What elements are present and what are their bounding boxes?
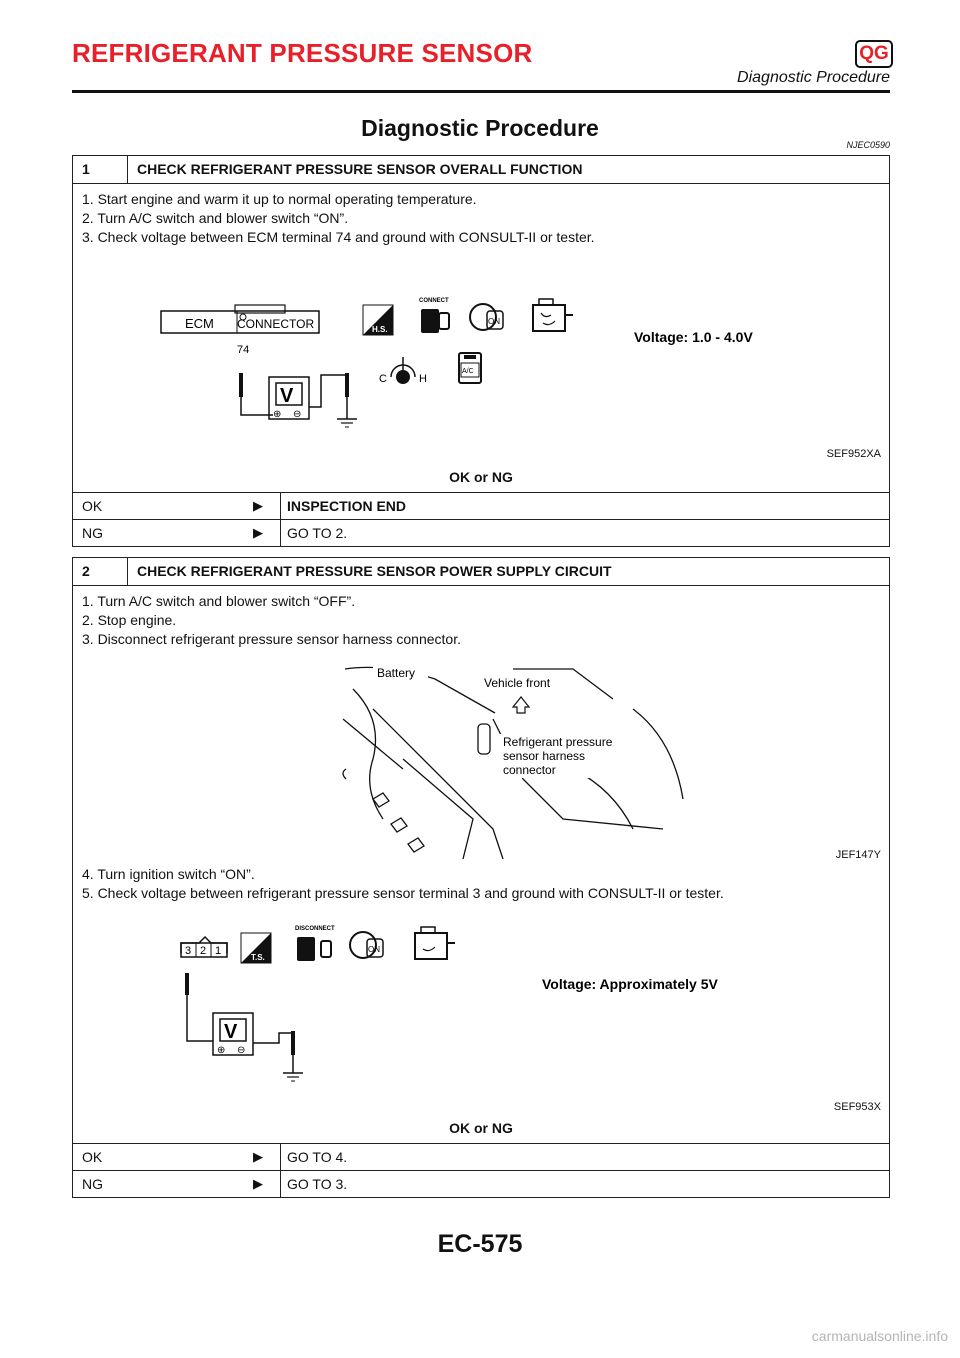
dial-h-label: H <box>419 373 427 385</box>
step-2-title: CHECK REFRIGERANT PRESSURE SENSOR POWER SUPPLY CIRCUIT <box>137 563 612 579</box>
header-badge: QG <box>855 40 893 68</box>
disconnect-icon <box>295 926 335 961</box>
connector-label: CONNECTOR <box>237 317 315 331</box>
step-2-figure <box>73 903 889 1114</box>
engine-icon <box>533 299 573 331</box>
result-row <box>73 492 889 519</box>
header-rule <box>72 90 890 93</box>
key-on-label: ON <box>488 317 500 326</box>
result-action: GO TO 2. <box>280 520 347 546</box>
step-1-line: 2. Turn A/C switch and blower switch “ON”. <box>82 210 349 226</box>
minus-icon: ⊖ <box>237 1045 246 1056</box>
step-1-figure <box>73 247 889 463</box>
temperature-dial-icon <box>379 357 427 385</box>
step-2-instructions <box>73 586 889 649</box>
step-2-instructions-continued <box>73 859 889 903</box>
connect-label: CONNECT <box>419 298 449 304</box>
arrow-right-icon: ▶ <box>253 1176 263 1191</box>
step-2-line: 3. Disconnect refrigerant pressure sensor harness connector. <box>82 631 461 647</box>
key-icon <box>350 932 383 958</box>
ac-switch-icon <box>459 353 481 383</box>
result-row <box>73 1170 889 1197</box>
section-code: NJEC0590 <box>846 140 890 150</box>
step-2-number: 2 <box>73 558 128 585</box>
sensor-label-line3: connector <box>503 763 556 777</box>
key-icon <box>470 304 503 330</box>
step-1-header <box>73 156 889 184</box>
figure-code: SEF953X <box>833 1101 881 1113</box>
sensor-label-line1: Refrigerant pressure <box>503 735 613 749</box>
figure-code: SEF952XA <box>826 448 881 460</box>
ts-label: T.S. <box>251 953 265 962</box>
arrow-right-icon: ▶ <box>253 1149 263 1164</box>
step-1-number: 1 <box>73 156 128 183</box>
watermark: carmanualsonline.info <box>811 1328 948 1344</box>
result-action: INSPECTION END <box>280 493 406 519</box>
result-action: GO TO 4. <box>280 1144 347 1170</box>
step-1-line: 3. Check voltage between ECM terminal 74 and ground with CONSULT-II or tester. <box>82 229 595 245</box>
dial-c-label: C <box>379 373 387 385</box>
section-title: Diagnostic Procedure <box>361 115 599 141</box>
sensor-voltage-diagram <box>73 903 889 1114</box>
meter-v-label: V <box>224 1021 238 1043</box>
ac-label: A/C <box>462 368 474 375</box>
front-arrow-icon <box>513 697 529 713</box>
step-1-box <box>72 155 890 547</box>
arrow-right-icon: ▶ <box>253 525 263 540</box>
step-2-line: 4. Turn ignition switch “ON”. <box>82 866 255 882</box>
voltage-spec: Voltage: 1.0 - 4.0V <box>634 329 753 345</box>
result-row <box>73 519 889 546</box>
step-1-instructions <box>73 184 889 247</box>
battery-label: Battery <box>377 666 416 680</box>
key-on-label: ON <box>368 945 380 954</box>
result-label: NG <box>82 1176 103 1192</box>
result-action: GO TO 3. <box>280 1171 347 1197</box>
result-row <box>73 1143 889 1170</box>
ecm-label: ECM <box>185 316 214 331</box>
step-1-line: 1. Start engine and warm it up to normal operating temperature. <box>82 191 477 207</box>
step-2-line: 5. Check voltage between refrigerant pressure sensor terminal 3 and ground with CONSULT-II or tester. <box>82 885 724 901</box>
photo-code: JEF147Y <box>835 849 881 861</box>
disconnect-label: DISCONNECT <box>295 926 335 932</box>
hs-icon <box>363 305 393 335</box>
voltage-spec: Voltage: Approximately 5V <box>542 976 718 992</box>
engine-icon <box>415 927 455 959</box>
engine-bay-illustration <box>73 649 889 859</box>
sensor-label-line2: sensor harness <box>503 749 586 763</box>
engine-bay-photo-figure <box>73 649 889 859</box>
hs-label: H.S. <box>372 325 388 334</box>
terminal-2-label: 2 <box>200 945 207 957</box>
step-2-line: 2. Stop engine. <box>82 612 177 628</box>
ok-or-ng-label: OK or NG <box>449 1120 513 1136</box>
connect-icon <box>419 298 449 333</box>
arrow-right-icon: ▶ <box>253 498 263 513</box>
step-2-box <box>72 557 890 1198</box>
page-number: EC-575 <box>437 1230 523 1258</box>
minus-icon: ⊖ <box>293 409 302 420</box>
result-label: OK <box>82 498 103 514</box>
meter-v-label: V <box>280 385 294 407</box>
step-2-line: 1. Turn A/C switch and blower switch “OFF”. <box>82 593 356 609</box>
header-title: REFRIGERANT PRESSURE SENSOR <box>72 38 533 68</box>
result-label: OK <box>82 1149 103 1165</box>
step-2-header <box>73 558 889 586</box>
vehicle-front-label: Vehicle front <box>484 676 551 690</box>
ok-or-ng-label: OK or NG <box>449 469 513 485</box>
result-label: NG <box>82 525 103 541</box>
terminal-3-label: 3 <box>185 945 192 957</box>
terminal-74-label: 74 <box>237 344 250 356</box>
ts-icon <box>241 933 271 963</box>
plus-icon: ⊕ <box>217 1045 226 1056</box>
plus-icon: ⊕ <box>273 409 282 420</box>
header-subtitle: Diagnostic Procedure <box>737 69 890 86</box>
terminal-1-label: 1 <box>215 945 222 957</box>
step-1-title: CHECK REFRIGERANT PRESSURE SENSOR OVERALL FUNCTION <box>137 161 583 177</box>
ecm-voltage-diagram <box>73 247 889 463</box>
